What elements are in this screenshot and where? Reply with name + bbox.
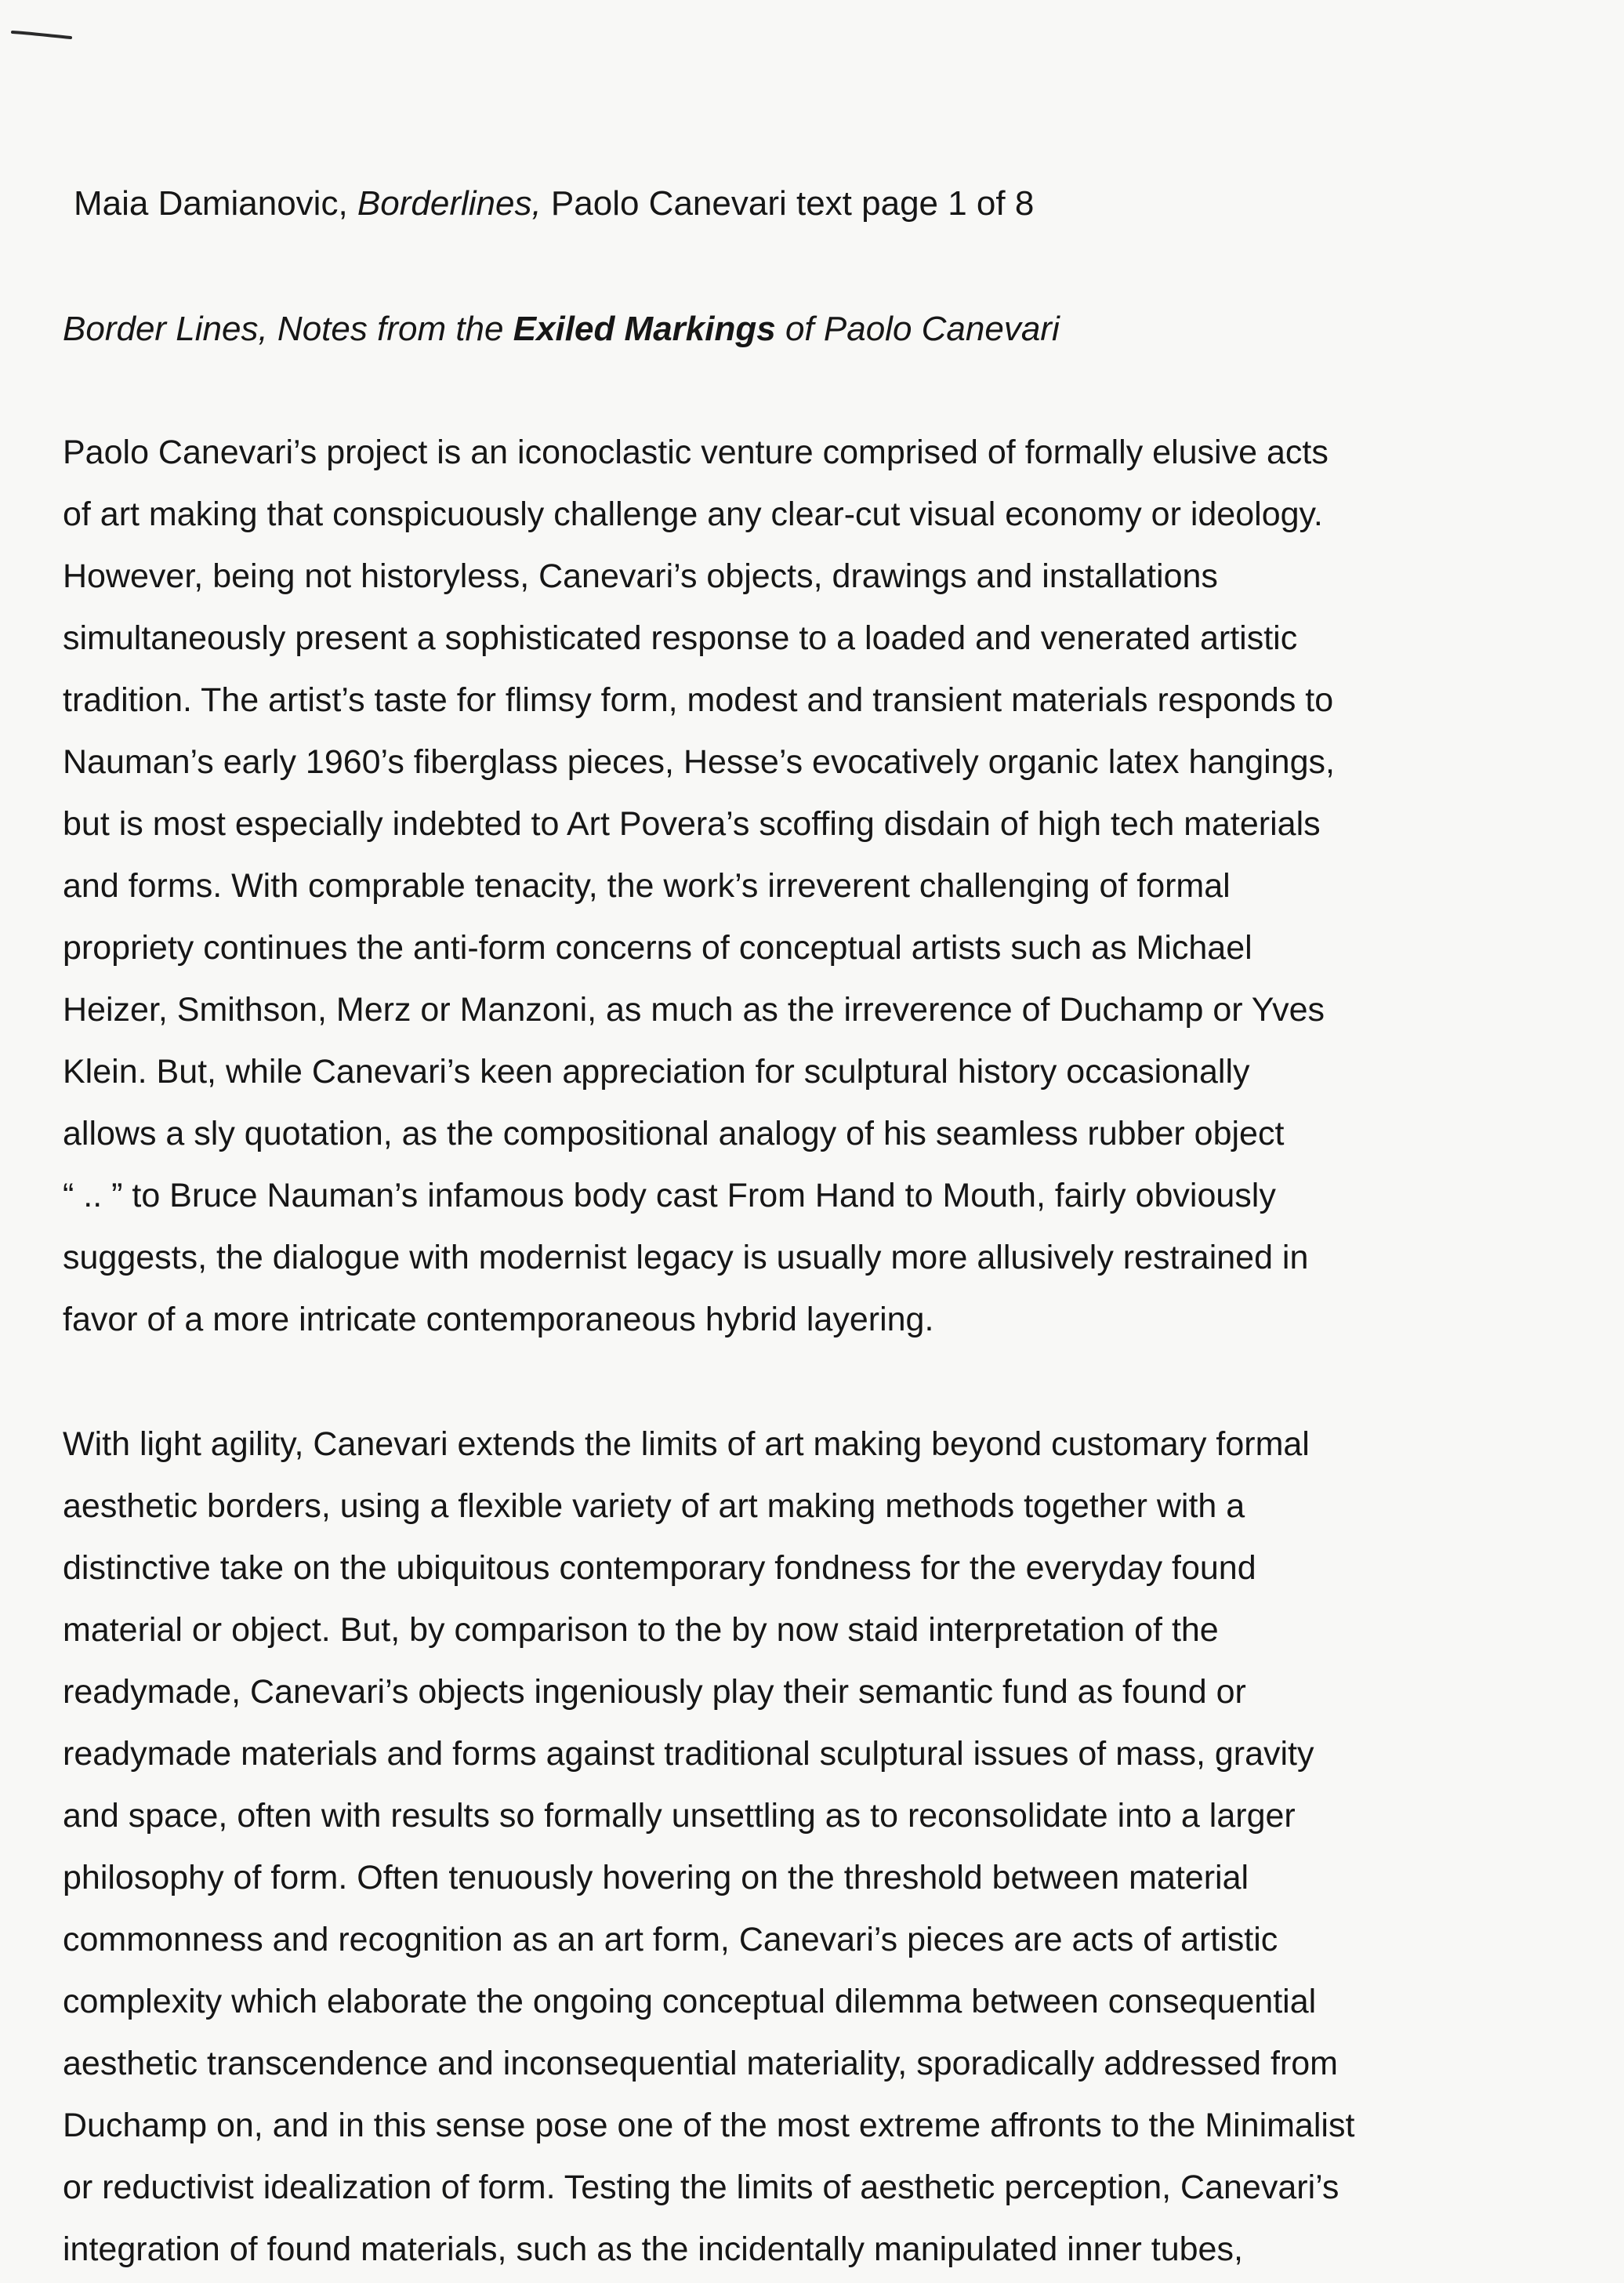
header-author: Maia Damianovic, (74, 184, 357, 223)
paragraph-line: readymade, Canevari’s objects ingeniously play their semantic fund as found or (63, 1673, 1246, 1711)
paragraph-line: simultaneously present a sophisticated response to a loaded and venerated artistic (63, 619, 1298, 657)
document-title (63, 306, 1060, 353)
paragraph-line: aesthetic borders, using a flexible variety of art making methods together with a (63, 1487, 1245, 1525)
paragraph-2 (63, 1414, 1354, 2281)
paragraph-line: of art making that conspicuously challenge any clear-cut visual economy or ideology. (63, 495, 1323, 533)
paragraph-line: but is most especially indebted to Art Povera’s scoffing disdain of high tech materials (63, 805, 1321, 843)
title-bold-part: Exiled Markings (513, 310, 776, 348)
pen-stroke-mark (11, 30, 72, 39)
paragraph-line: propriety continues the anti-form concerns of conceptual artists such as Michael (63, 929, 1252, 967)
header-work-title: Borderlines, (357, 184, 542, 223)
paragraph-line: integration of found materials, such as the incidentally manipulated inner tubes, (63, 2230, 1243, 2268)
paragraph-line: With light agility, Canevari extends the limits of art making beyond customary formal (63, 1425, 1310, 1463)
paragraph-line: readymade materials and forms against traditional sculptural issues of mass, gravity (63, 1735, 1314, 1773)
paragraph-line: tradition. The artist’s taste for flimsy form, modest and transient materials responds to (63, 681, 1334, 719)
paragraph-line: or reductivist idealization of form. Testing the limits of aesthetic perception, Canevari’s (63, 2169, 1339, 2206)
paragraph-line: Heizer, Smithson, Merz or Manzoni, as much as the irreverence of Duchamp or Yves (63, 991, 1325, 1029)
paragraph-line: suggests, the dialogue with modernist legacy is usually more allusively restrained in (63, 1239, 1309, 1276)
paragraph-1 (63, 422, 1335, 1351)
paragraph-line: Nauman’s early 1960’s fiberglass pieces, Hesse’s evocatively organic latex hangings, (63, 743, 1335, 781)
header-page-info: Paolo Canevari text page 1 of 8 (541, 184, 1035, 223)
paragraph-line: However, being not historyless, Canevari’s objects, drawings and installations (63, 557, 1218, 595)
title-part-2: of Paolo Canevari (775, 310, 1060, 348)
paragraph-line: and forms. With comprable tenacity, the work’s irreverent challenging of formal (63, 867, 1231, 905)
paragraph-line: Paolo Canevari’s project is an iconoclastic venture comprised of formally elusive acts (63, 434, 1329, 471)
paragraph-line: aesthetic transcendence and inconsequential materiality, sporadically addressed from (63, 2045, 1338, 2082)
paragraph-line: Klein. But, while Canevari’s keen appreciation for sculptural history occasionally (63, 1053, 1250, 1091)
title-part-1: Border Lines, Notes from the (63, 310, 513, 348)
paragraph-line: distinctive take on the ubiquitous contemporary fondness for the everyday found (63, 1549, 1256, 1587)
paragraph-line: and space, often with results so formally unsettling as to reconsolidate into a larger (63, 1797, 1296, 1835)
paragraph-line: allows a sly quotation, as the compositional analogy of his seamless rubber object (63, 1115, 1285, 1152)
paragraph-line: “ .. ” to Bruce Nauman’s infamous body cast From Hand to Mouth, fairly obviously (63, 1177, 1276, 1214)
paragraph-line: complexity which elaborate the ongoing conceptual dilemma between consequential (63, 1983, 1317, 2020)
paragraph-line: philosophy of form. Often tenuously hovering on the threshold between material (63, 1859, 1249, 1896)
paragraph-line: commonness and recognition as an art form, Canevari’s pieces are acts of artistic (63, 1921, 1278, 1958)
page-header (74, 180, 1034, 227)
paragraph-line: favor of a more intricate contemporaneous hybrid layering. (63, 1301, 934, 1338)
paragraph-line: Duchamp on, and in this sense pose one of the most extreme affronts to the Minimalist (63, 2107, 1355, 2144)
paragraph-line: material or object. But, by comparison to the by now staid interpretation of the (63, 1611, 1219, 1649)
